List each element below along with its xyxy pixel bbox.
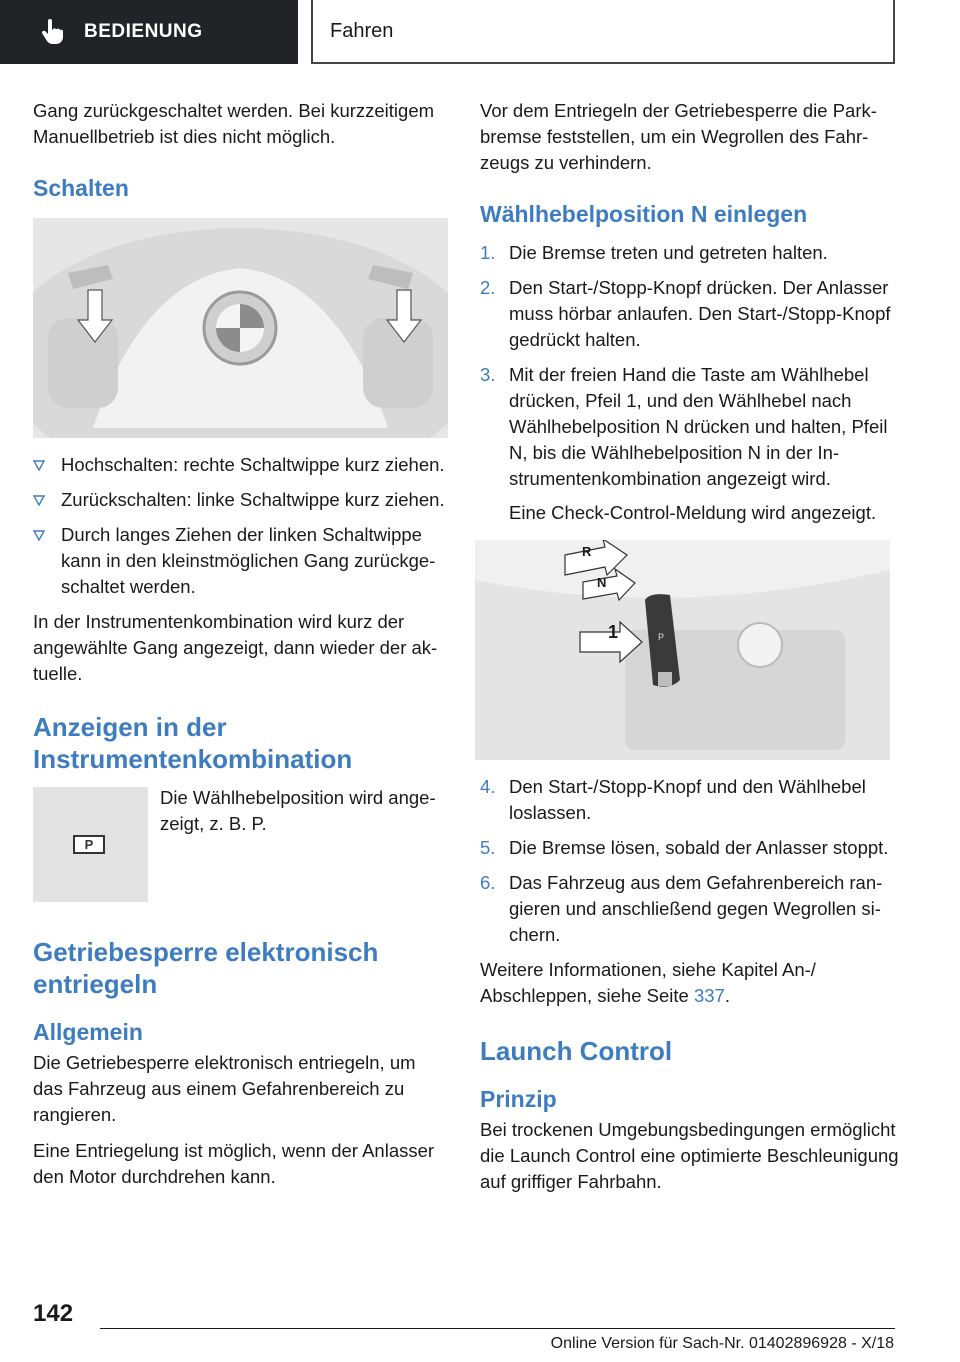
more-info: [480, 957, 900, 1009]
triangle-bullet-icon: [33, 495, 45, 506]
lever-label-p: P: [658, 632, 665, 642]
heading-waehlhebel: Wählhebelposition N einlegen: [480, 201, 808, 227]
arrow-label-1: 1: [608, 622, 619, 642]
more-info-end: .: [724, 985, 730, 1006]
bullet-text: Durch langes Ziehen der linken Schaltwippe kann in den kleinstmöglichen Gang zurückgeschaltet werden.: [61, 524, 436, 597]
step-subtext: Eine Check-Control-Meldung wird angezeigt.: [509, 502, 877, 523]
section-tab: [0, 0, 298, 64]
triangle-bullet-icon: [33, 460, 45, 471]
step-text: Das Fahrzeug aus dem Gefahrenbereich rangieren und anschließend gegen Wegrollen sichern.: [509, 872, 883, 945]
bullet-text: Zurückschalten: linke Schaltwippe kurz ziehen.: [61, 489, 445, 510]
footer-divider: [100, 1328, 895, 1329]
list-item: [480, 835, 900, 861]
page-link[interactable]: 337: [693, 985, 725, 1006]
list-item: [33, 522, 449, 600]
heading-anzeigen: Anzeigen in der Instrumentenkombination: [33, 712, 353, 774]
heading-schalten: Schalten: [33, 175, 129, 201]
step-text: Mit der freien Hand die Taste am Wählhebel drücken, Pfeil 1, und den Wählhebel nach Wählhebelposition N drücken und halten, Pfeil N, bis die Wählhebelposition N in der Instrumentenkombination angezeigt wird.: [509, 364, 888, 489]
heading-getriebe: Getriebesperre elektronisch entriegeln: [33, 937, 379, 999]
footer-version: Online Version für Sach-Nr. 01402896928 - X/18: [550, 1335, 894, 1352]
step-number: 5.: [480, 837, 496, 858]
display-text: Die Wählhebelposition wird angezeigt, z. B. P.: [160, 787, 436, 834]
shift-note: In der Instrumentenkombination wird kurz der angewählte Gang angezeigt, dann wieder der aktuelle.: [33, 611, 438, 684]
gear-letter: P: [84, 837, 94, 852]
shift-bullets: [33, 452, 449, 600]
list-item: [480, 275, 900, 353]
step-number: 4.: [480, 776, 496, 797]
bullet-text: Hochschalten: rechte Schaltwippe kurz ziehen.: [61, 454, 445, 475]
gear-display-image: [33, 787, 148, 902]
gear-selector-image: [475, 540, 890, 760]
steps-list-a: [480, 240, 900, 526]
intro-paragraph: Gang zurückgeschaltet werden. Bei kurzzeitigem Manuellbetrieb ist dies nicht möglich.: [33, 100, 435, 147]
page-number: 142: [33, 1300, 74, 1327]
list-item: [480, 240, 900, 266]
more-info-text: Weitere Informationen, siehe Kapitel An-/ Abschleppen, siehe Seite: [480, 959, 816, 1006]
list-item: [33, 452, 449, 478]
launch-paragraph: Bei trockenen Umgebungsbedingungen ermöglicht die Launch Control eine optimierte Beschleunigung auf griffiger Fahrbahn.: [480, 1119, 899, 1192]
right-column: [480, 98, 900, 1205]
heading-prinzip: Prinzip: [480, 1086, 557, 1112]
heading-launch-control: Launch Control: [480, 1036, 673, 1066]
hand-pointer-icon: [40, 19, 64, 45]
heading-allgemein: Allgemein: [33, 1019, 143, 1045]
step-text: Den Start-/Stopp-Knopf und den Wählhebel loslassen.: [509, 776, 866, 823]
step-number: 1.: [480, 242, 496, 263]
step-number: 3.: [480, 364, 496, 385]
step-number: 2.: [480, 277, 496, 298]
step-text: Den Start-/Stopp-Knopf drücken. Der Anlasser muss hörbar anlaufen. Den Start-/Stopp-Knopf gedrückt halten.: [509, 277, 891, 350]
display-row: [33, 785, 449, 902]
getriebe-paragraph-2: Eine Entriegelung ist möglich, wenn der Anlasser den Motor durchdrehen kann.: [33, 1140, 435, 1187]
chapter-header: [311, 0, 895, 64]
getriebe-paragraph-1: Die Getriebesperre elektronisch entriegeln, um das Fahrzeug aus einem Gefahrenbereich zu rangieren.: [33, 1052, 416, 1125]
left-column: [33, 98, 449, 1200]
step-number: 6.: [480, 872, 496, 893]
arrow-label-r: R: [582, 544, 592, 559]
right-intro: Vor dem Entriegeln der Getriebesperre die Parkbremse feststellen, um ein Wegrollen des Fahrzeugs zu verhindern.: [480, 100, 877, 173]
list-item: [480, 362, 900, 526]
list-item: [480, 870, 900, 948]
gear-display-frame: [73, 835, 105, 854]
chapter-title: Fahren: [330, 19, 394, 42]
step-text: Die Bremse lösen, sobald der Anlasser stoppt.: [509, 837, 889, 858]
list-item: [480, 774, 900, 826]
steering-wheel-image: [33, 218, 448, 438]
list-item: [33, 487, 449, 513]
arrow-label-n: N: [597, 575, 607, 590]
triangle-bullet-icon: [33, 530, 45, 541]
section-tab-label: BEDIENUNG: [84, 21, 203, 42]
step-text: Die Bremse treten und getreten halten.: [509, 242, 828, 263]
steps-list-b: [480, 774, 900, 948]
